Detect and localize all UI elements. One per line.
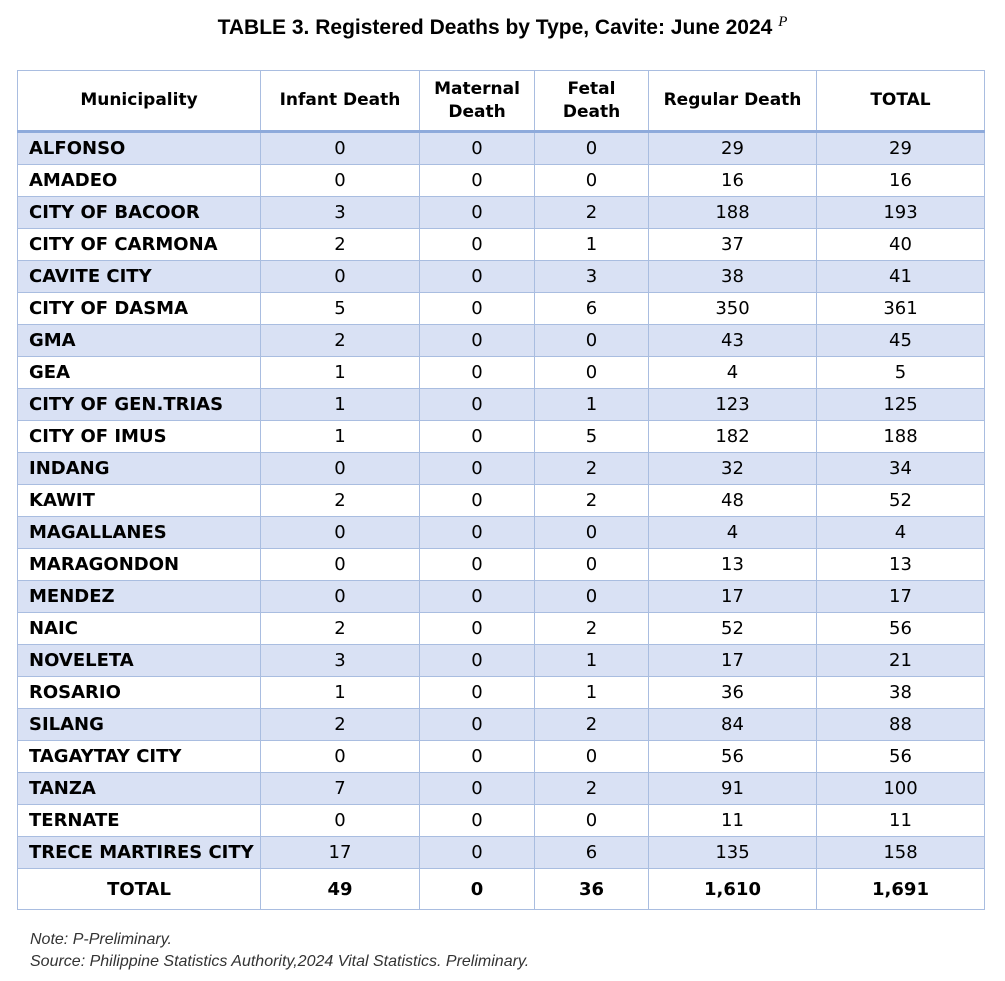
table-row	[18, 677, 985, 709]
total-cell: 17	[817, 581, 985, 613]
totals-regular: 1,610	[649, 869, 817, 910]
table-row	[18, 261, 985, 293]
infant-cell: 7	[261, 773, 420, 805]
maternal-cell: 0	[420, 389, 535, 421]
infant-cell: 0	[261, 453, 420, 485]
total-cell: 5	[817, 357, 985, 389]
total-cell: 361	[817, 293, 985, 325]
table-row	[18, 517, 985, 549]
table-row	[18, 549, 985, 581]
table-row	[18, 197, 985, 229]
municipality-cell: TRECE MARTIRES CITY	[18, 837, 261, 869]
fetal-cell: 2	[535, 197, 649, 229]
maternal-cell: 0	[420, 325, 535, 357]
header-total: TOTAL	[817, 71, 985, 132]
regular-cell: 182	[649, 421, 817, 453]
municipality-cell: MENDEZ	[18, 581, 261, 613]
header-maternal-line2: Death	[448, 101, 506, 122]
deaths-table	[17, 70, 985, 910]
municipality-cell: AMADEO	[18, 165, 261, 197]
total-cell: 34	[817, 453, 985, 485]
regular-cell: 11	[649, 805, 817, 837]
table-row	[18, 645, 985, 677]
maternal-cell: 0	[420, 197, 535, 229]
municipality-cell: GMA	[18, 325, 261, 357]
maternal-cell: 0	[420, 709, 535, 741]
maternal-cell: 0	[420, 293, 535, 325]
fetal-cell: 2	[535, 453, 649, 485]
maternal-cell: 0	[420, 421, 535, 453]
header-fetal-line1: Fetal	[567, 78, 616, 99]
regular-cell: 32	[649, 453, 817, 485]
regular-cell: 4	[649, 357, 817, 389]
infant-cell: 1	[261, 357, 420, 389]
fetal-cell: 2	[535, 613, 649, 645]
fetal-cell: 1	[535, 229, 649, 261]
table-row	[18, 357, 985, 389]
total-cell: 52	[817, 485, 985, 517]
maternal-cell: 0	[420, 741, 535, 773]
infant-cell: 0	[261, 549, 420, 581]
source-text: Source: Philippine Statistics Authority,2024 Vital Statistics. Preliminary.	[30, 953, 530, 970]
maternal-cell: 0	[420, 132, 535, 165]
infant-cell: 1	[261, 421, 420, 453]
fetal-cell: 2	[535, 709, 649, 741]
infant-cell: 1	[261, 389, 420, 421]
regular-cell: 38	[649, 261, 817, 293]
infant-cell: 17	[261, 837, 420, 869]
table-row	[18, 421, 985, 453]
note-text: Note: P-Preliminary.	[30, 931, 172, 948]
table-title-text: TABLE 3. Registered Deaths by Type, Cavite: June 2024	[217, 16, 773, 39]
municipality-cell: TAGAYTAY CITY	[18, 741, 261, 773]
total-cell: 158	[817, 837, 985, 869]
maternal-cell: 0	[420, 357, 535, 389]
total-cell: 21	[817, 645, 985, 677]
municipality-cell: CITY OF GEN.TRIAS	[18, 389, 261, 421]
maternal-cell: 0	[420, 581, 535, 613]
total-cell: 125	[817, 389, 985, 421]
maternal-cell: 0	[420, 165, 535, 197]
regular-cell: 52	[649, 613, 817, 645]
infant-cell: 2	[261, 325, 420, 357]
regular-cell: 350	[649, 293, 817, 325]
municipality-cell: SILANG	[18, 709, 261, 741]
maternal-cell: 0	[420, 837, 535, 869]
maternal-cell: 0	[420, 485, 535, 517]
table-body	[18, 132, 985, 869]
table-row	[18, 453, 985, 485]
fetal-cell: 0	[535, 357, 649, 389]
regular-cell: 4	[649, 517, 817, 549]
maternal-cell: 0	[420, 677, 535, 709]
municipality-cell: INDANG	[18, 453, 261, 485]
footnotes	[30, 929, 529, 973]
infant-cell: 0	[261, 581, 420, 613]
infant-cell: 0	[261, 805, 420, 837]
header-fetal-line2: Death	[562, 101, 621, 122]
table-row	[18, 741, 985, 773]
municipality-cell: MAGALLANES	[18, 517, 261, 549]
total-cell: 188	[817, 421, 985, 453]
fetal-cell: 0	[535, 132, 649, 165]
total-cell: 13	[817, 549, 985, 581]
fetal-cell: 0	[535, 549, 649, 581]
municipality-cell: MARAGONDON	[18, 549, 261, 581]
header-maternal-death	[420, 71, 535, 132]
infant-cell: 0	[261, 517, 420, 549]
municipality-cell: KAWIT	[18, 485, 261, 517]
regular-cell: 29	[649, 132, 817, 165]
table-row	[18, 389, 985, 421]
infant-cell: 0	[261, 132, 420, 165]
regular-cell: 36	[649, 677, 817, 709]
infant-cell: 0	[261, 261, 420, 293]
municipality-cell: ROSARIO	[18, 677, 261, 709]
municipality-cell: CAVITE CITY	[18, 261, 261, 293]
header-regular-death: Regular Death	[649, 71, 817, 132]
fetal-cell: 0	[535, 325, 649, 357]
maternal-cell: 0	[420, 549, 535, 581]
maternal-cell: 0	[420, 613, 535, 645]
infant-cell: 2	[261, 485, 420, 517]
infant-cell: 2	[261, 709, 420, 741]
table-row	[18, 773, 985, 805]
municipality-cell: ALFONSO	[18, 132, 261, 165]
regular-cell: 123	[649, 389, 817, 421]
total-cell: 56	[817, 613, 985, 645]
municipality-cell: CITY OF BACOOR	[18, 197, 261, 229]
header-infant-death: Infant Death	[261, 71, 420, 132]
fetal-cell: 6	[535, 837, 649, 869]
totals-fetal: 36	[535, 869, 649, 910]
totals-infant: 49	[261, 869, 420, 910]
municipality-cell: CITY OF DASMA	[18, 293, 261, 325]
total-cell: 100	[817, 773, 985, 805]
regular-cell: 91	[649, 773, 817, 805]
regular-cell: 84	[649, 709, 817, 741]
totals-maternal: 0	[420, 869, 535, 910]
regular-cell: 17	[649, 645, 817, 677]
regular-cell: 188	[649, 197, 817, 229]
fetal-cell: 6	[535, 293, 649, 325]
infant-cell: 1	[261, 677, 420, 709]
total-cell: 56	[817, 741, 985, 773]
header-row	[18, 71, 985, 132]
table-title	[0, 14, 1005, 40]
total-cell: 11	[817, 805, 985, 837]
fetal-cell: 0	[535, 741, 649, 773]
table-row	[18, 325, 985, 357]
table-header	[18, 71, 985, 132]
municipality-cell: NOVELETA	[18, 645, 261, 677]
infant-cell: 0	[261, 741, 420, 773]
total-cell: 4	[817, 517, 985, 549]
fetal-cell: 1	[535, 389, 649, 421]
total-cell: 29	[817, 132, 985, 165]
municipality-cell: GEA	[18, 357, 261, 389]
table-row	[18, 293, 985, 325]
table-footer	[18, 869, 985, 910]
regular-cell: 56	[649, 741, 817, 773]
total-cell: 16	[817, 165, 985, 197]
fetal-cell: 3	[535, 261, 649, 293]
municipality-cell: CITY OF CARMONA	[18, 229, 261, 261]
fetal-cell: 1	[535, 677, 649, 709]
maternal-cell: 0	[420, 645, 535, 677]
municipality-cell: NAIC	[18, 613, 261, 645]
regular-cell: 17	[649, 581, 817, 613]
regular-cell: 13	[649, 549, 817, 581]
regular-cell: 48	[649, 485, 817, 517]
header-fetal-death	[535, 71, 649, 132]
infant-cell: 3	[261, 645, 420, 677]
fetal-cell: 5	[535, 421, 649, 453]
municipality-cell: TERNATE	[18, 805, 261, 837]
municipality-cell: CITY OF IMUS	[18, 421, 261, 453]
table-row	[18, 837, 985, 869]
table-row	[18, 229, 985, 261]
totals-label: TOTAL	[18, 869, 261, 910]
total-cell: 38	[817, 677, 985, 709]
maternal-cell: 0	[420, 517, 535, 549]
infant-cell: 5	[261, 293, 420, 325]
fetal-cell: 0	[535, 165, 649, 197]
fetal-cell: 1	[535, 645, 649, 677]
fetal-cell: 0	[535, 805, 649, 837]
preliminary-mark: P	[778, 14, 788, 30]
regular-cell: 37	[649, 229, 817, 261]
infant-cell: 0	[261, 165, 420, 197]
header-maternal-line1: Maternal	[434, 78, 520, 99]
total-cell: 40	[817, 229, 985, 261]
infant-cell: 2	[261, 229, 420, 261]
total-cell: 88	[817, 709, 985, 741]
total-cell: 45	[817, 325, 985, 357]
total-cell: 41	[817, 261, 985, 293]
fetal-cell: 0	[535, 581, 649, 613]
maternal-cell: 0	[420, 805, 535, 837]
maternal-cell: 0	[420, 229, 535, 261]
totals-total: 1,691	[817, 869, 985, 910]
table-row	[18, 165, 985, 197]
table-row	[18, 805, 985, 837]
regular-cell: 135	[649, 837, 817, 869]
table-row	[18, 613, 985, 645]
table-row	[18, 709, 985, 741]
table-row	[18, 132, 985, 165]
regular-cell: 16	[649, 165, 817, 197]
regular-cell: 43	[649, 325, 817, 357]
maternal-cell: 0	[420, 261, 535, 293]
table-row	[18, 581, 985, 613]
maternal-cell: 0	[420, 773, 535, 805]
fetal-cell: 2	[535, 485, 649, 517]
fetal-cell: 2	[535, 773, 649, 805]
total-cell: 193	[817, 197, 985, 229]
totals-row	[18, 869, 985, 910]
maternal-cell: 0	[420, 453, 535, 485]
fetal-cell: 0	[535, 517, 649, 549]
table-row	[18, 485, 985, 517]
infant-cell: 2	[261, 613, 420, 645]
header-municipality: Municipality	[18, 71, 261, 132]
municipality-cell: TANZA	[18, 773, 261, 805]
infant-cell: 3	[261, 197, 420, 229]
